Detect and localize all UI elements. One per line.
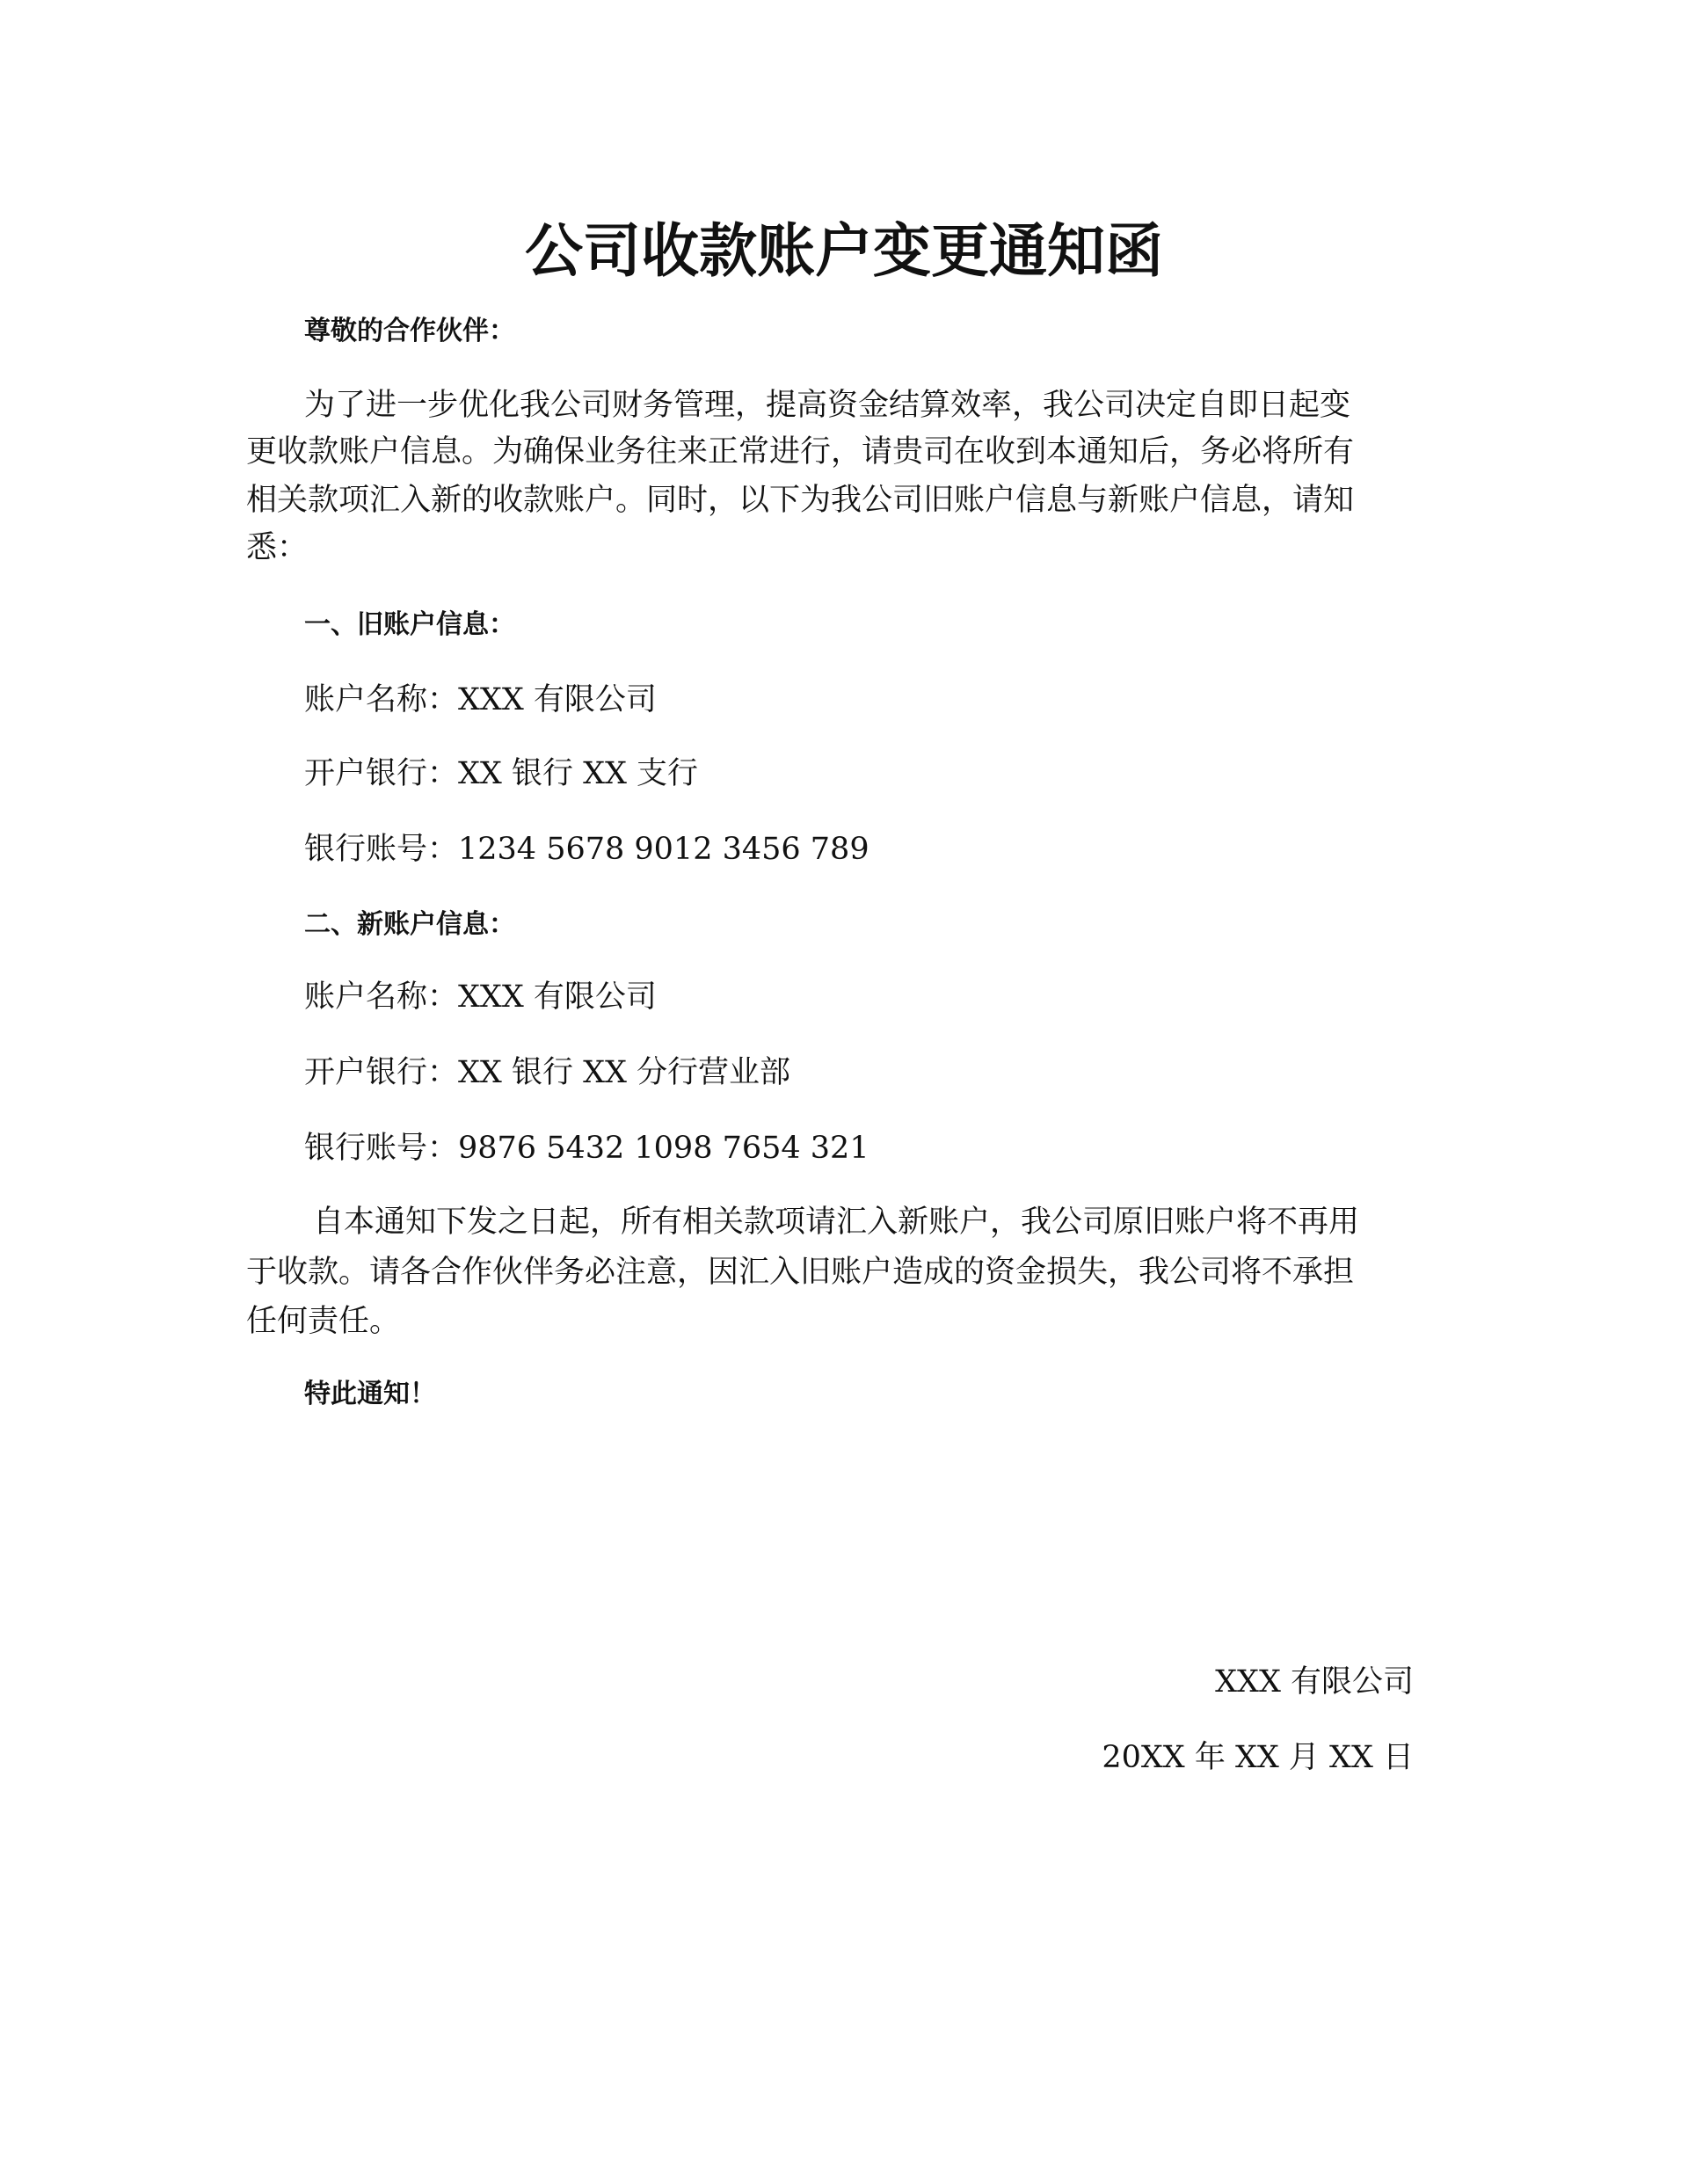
intro-line: 更收款账户信息。为确保业务往来正常进行，请贵司在收到本通知后，务必将所有 [246,434,1355,470]
intro-line: 悉： [246,530,309,565]
notice-line: 于收款。请各合作伙伴务必注意，因汇入旧账户造成的资金损失，我公司将不承担 [246,1255,1355,1290]
notice-line: 自本通知下发之日起，所有相关款项请汇入新账户，我公司原旧账户将不再用 [313,1205,1360,1240]
old-account-heading: 一、旧账户信息： [304,609,515,640]
new-account-bank: 开户银行：XX 银行 XX 分行营业部 [304,1055,791,1090]
document-title: 公司收款账户变更通知函 [525,217,1163,285]
old-account-number: 银行账号：1234 5678 9012 3456 789 [304,832,869,867]
closing: 特此通知！ [304,1379,436,1409]
old-account-bank: 开户银行：XX 银行 XX 支行 [304,756,699,791]
signature-date: 20XX 年 XX 月 XX 日 [1102,1740,1414,1775]
intro-line: 相关款项汇入新的收款账户。同时，以下为我公司旧账户信息与新账户信息，请知 [246,483,1355,518]
old-account-name: 账户名称：XXX 有限公司 [304,682,657,717]
intro-line: 为了进一步优化我公司财务管理，提高资金结算效率，我公司决定自即日起变 [304,388,1351,423]
new-account-heading: 二、新账户信息： [304,909,515,940]
notice-line: 任何责任。 [246,1304,401,1339]
greeting: 尊敬的合作伙伴： [304,316,515,346]
new-account-number: 银行账号：9876 5432 1098 7654 321 [304,1131,869,1166]
signature-company: XXX 有限公司 [1215,1664,1414,1700]
new-account-name: 账户名称：XXX 有限公司 [304,979,657,1015]
